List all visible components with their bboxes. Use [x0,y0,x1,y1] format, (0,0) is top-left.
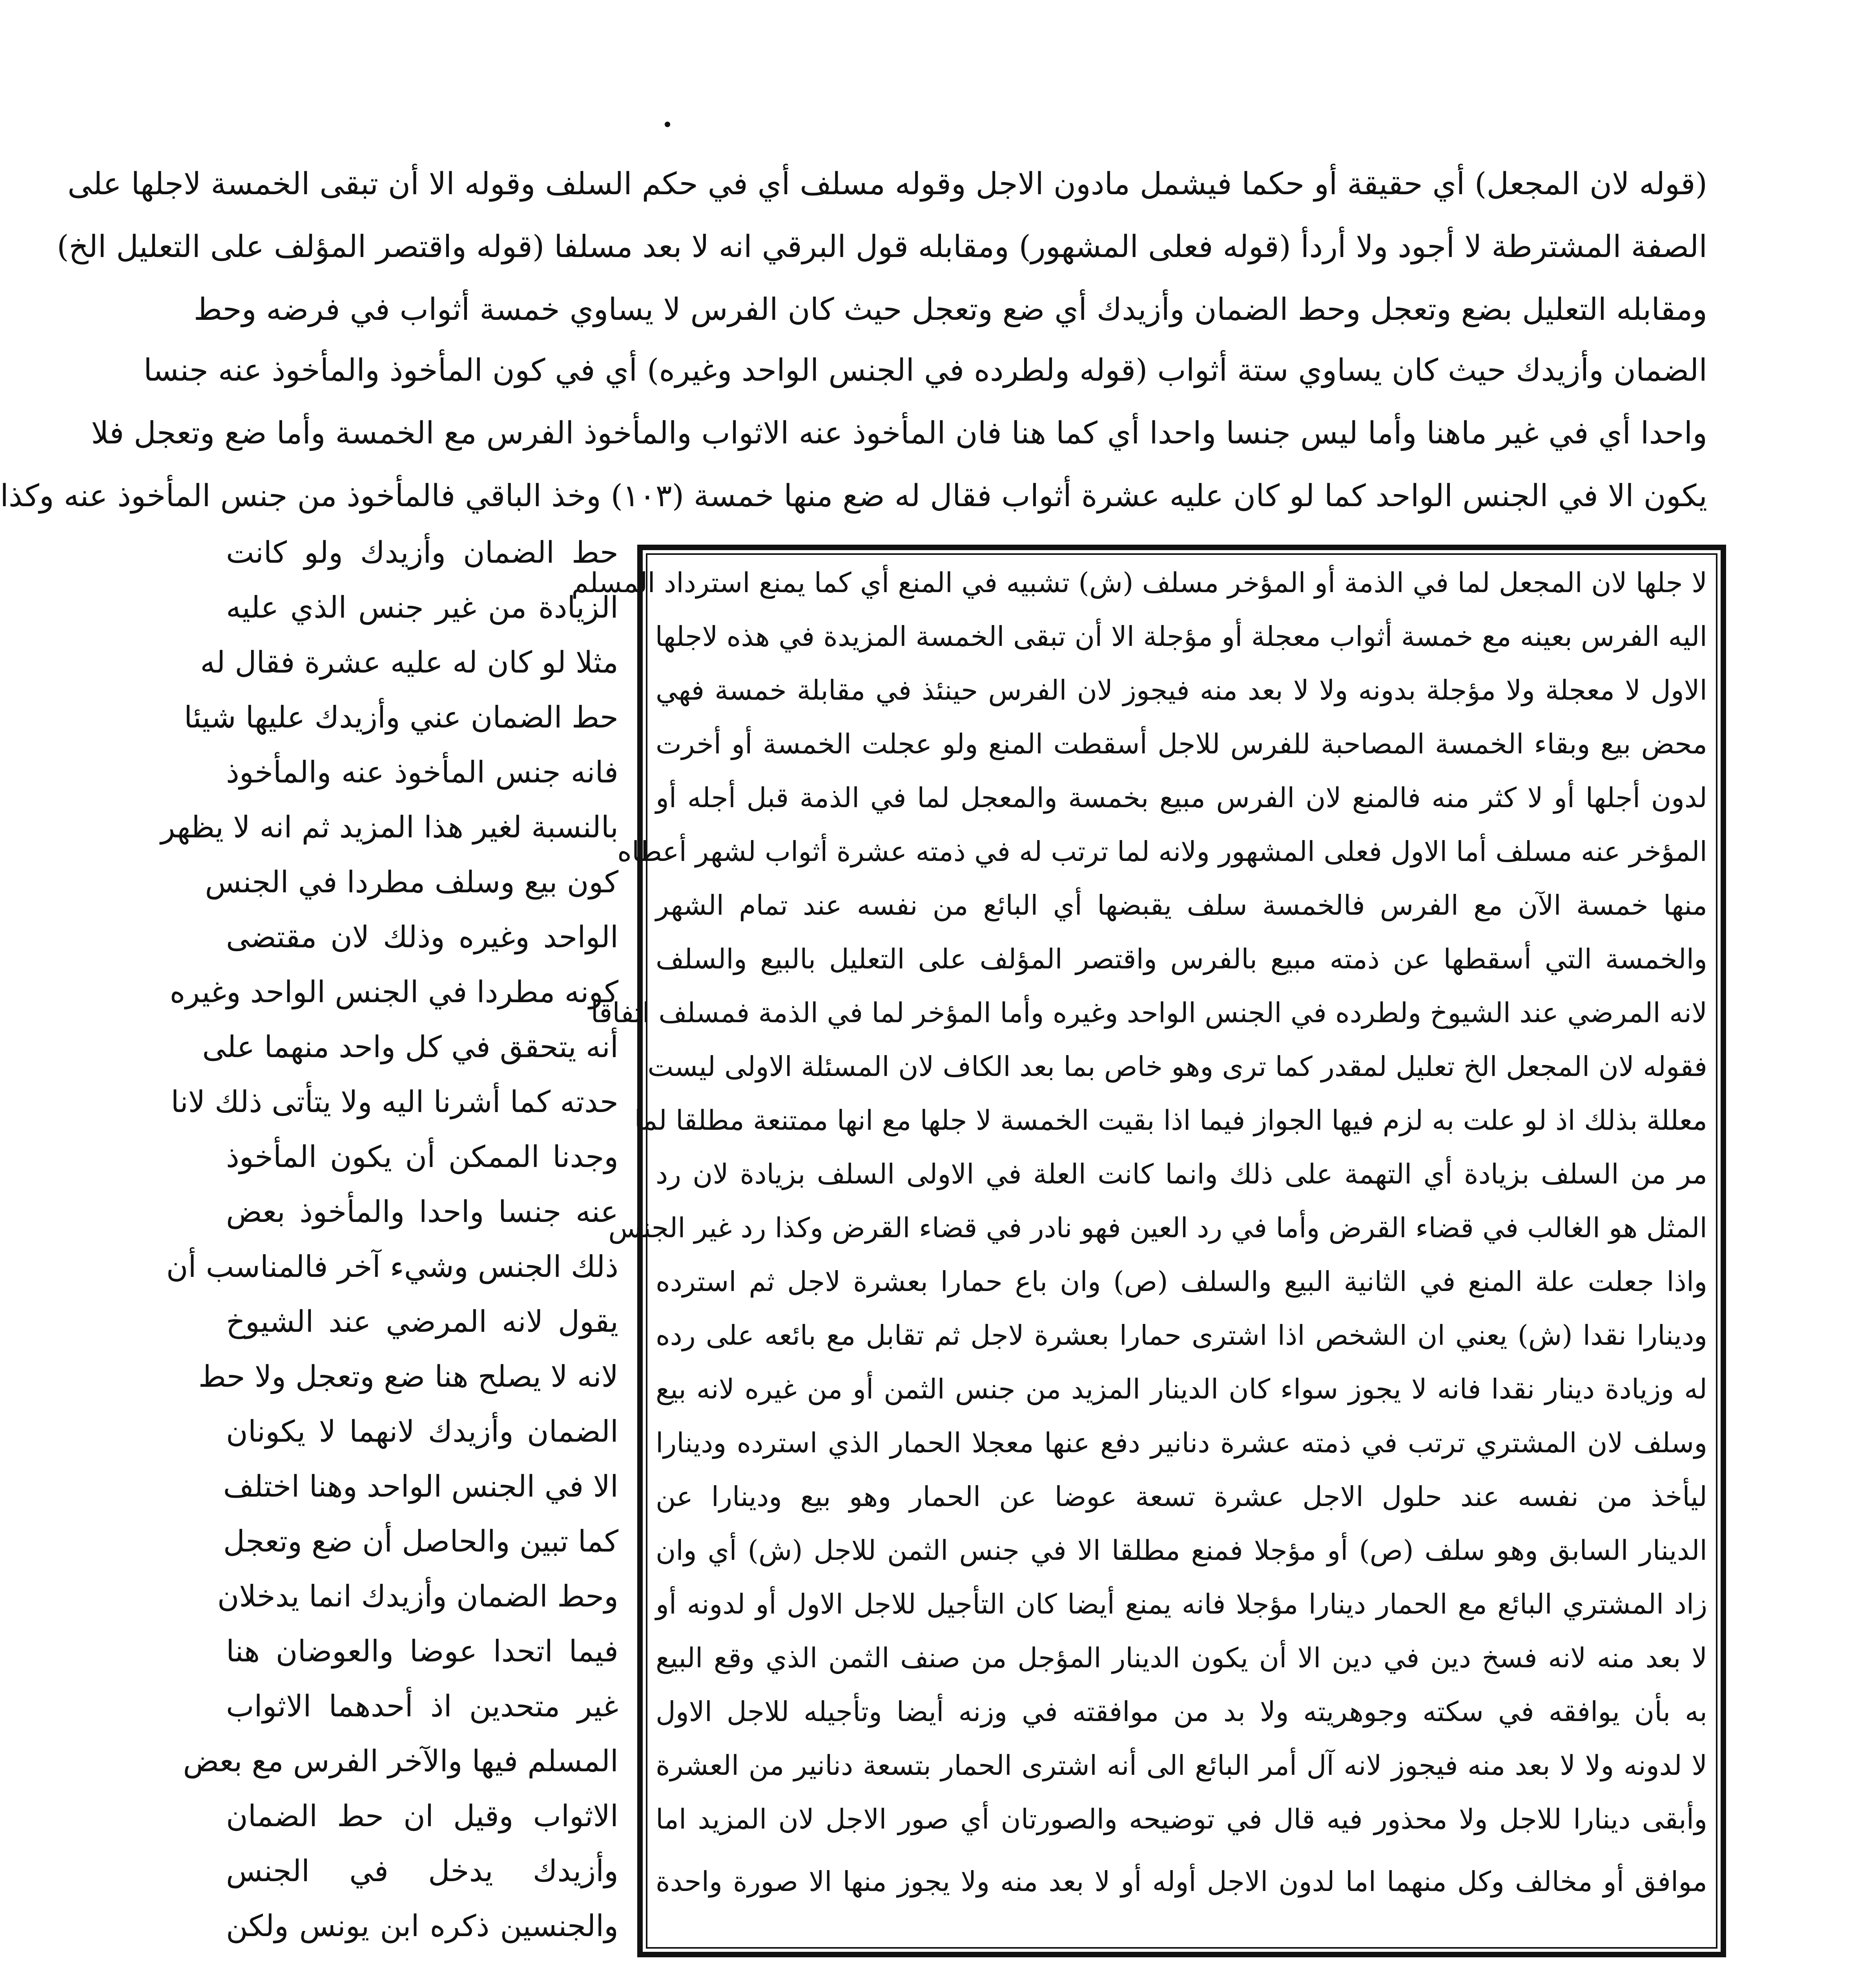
top-line: الضمان وأزيدك حيث كان يساوي ستة أثواب (قوله ولطرده في الجنس الواحد وغيره) أي في كون المأخوذ والمأخوذ عنه جنسا [143,353,1707,388]
side-line: والجنسين ذكره ابن يونس ولكن [226,1908,618,1943]
ink-dot-top [665,122,670,127]
side-line: يقول لانه المرضي عند الشيوخ [226,1304,618,1339]
main-line: موافق أو مخالف وكل منهما اما لدون الاجل أوله أو لا بعد منه ولا يجوز منها الا صورة واحدة [656,1865,1707,1898]
main-line: معللة بذلك اذ لو علت به لزم فيها الجواز فيما اذا بقيت الخمسة لا جلها مع انها ممتنعة مطلقا لما [634,1104,1707,1136]
main-line: لا لدونه ولا لا بعد منه فيجوز لانه آل أمر البائع الى أنه اشترى الحمار بتسعة دنانير من العشرة [656,1749,1707,1781]
side-line: الواحد وغيره وذلك لان مقتضى [226,919,618,954]
main-text-inner-frame [571,553,1717,1949]
main-line: الاول لا معجلة ولا مؤجلة بدونه ولا لا بعد منه فيجوز لان الفرس حينئذ في مقابلة خمسة فهي [656,674,1707,706]
side-line: عنه جنسا واحدا والمأخوذ بعض [226,1194,618,1229]
top-line: ومقابله التعليل بضع وتعجل وحط الضمان وأزيدك أي ضع وتعجل حيث كان الفرس لا يساوي خمسة أثواب في فرضه وحط [193,292,1707,327]
side-line: المسلم فيها والآخر الفرس مع بعض [183,1743,618,1778]
top-line: (قوله لان المجعل) أي حقيقة أو حكما فيشمل مادون الاجل وقوله مسلف أي في حكم السلف وقوله الا أن تبقى الخمسة لاجلها على [67,166,1707,202]
main-line: لدون أجلها أو لا كثر منه فالمنع لان الفرس مبيع بخمسة والمعجل لما في الذمة قبل أجله أو [656,782,1707,814]
side-line: وأزيدك يدخل في الجنس [226,1853,618,1888]
side-line: الاثواب وقيل ان حط الضمان [226,1798,618,1833]
side-line: حدته كما أشرنا اليه ولا يتأتى ذلك لانا [171,1084,618,1119]
main-line: لانه المرضي عند الشيوخ ولطرده في الجنس الواحد وغيره وأما المؤخر لما في الذمة فمسلف اتفاقا [591,997,1707,1029]
main-line: المثل هو الغالب في قضاء القرض وأما في رد العين فهو نادر في قضاء القرض وكذا رد غير الجنس [608,1212,1707,1244]
side-line: مثلا لو كان له عليه عشرة فقال له [200,645,618,680]
side-line: فانه جنس المأخوذ عنه والمأخوذ [226,755,618,790]
side-line: بالنسبة لغير هذا المزيد ثم انه لا يظهر [160,810,618,844]
top-line: يكون الا في الجنس الواحد كما لو كان عليه عشرة أثواب فقال له ضع منها خمسة (١٠٣) وخذ الباقي فالمأخوذ من جنس المأخوذ عنه وكذا [0,478,1707,514]
side-line: فيما اتحدا عوضا والعوضان هنا [226,1634,618,1668]
side-line: الا في الجنس الواحد وهنا اختلف [223,1469,618,1504]
main-line: له وزيادة دينار نقدا فانه لا يجوز سواء كان الدينار المزيد من جنس الثمن أو من غيره لانه بيع [656,1373,1707,1405]
main-line: فقوله لان المجعل الخ تعليل لمقدر كما ترى وهو خاص بما بعد الكاف لان المسئلة الاولى ليست [647,1050,1707,1083]
main-line: لا بعد منه لانه فسخ دين في دين الا أن يكون الدينار المؤجل من صنف الثمن الذي وقع البيع [656,1642,1707,1674]
side-line: وحط الضمان وأزيدك انما يدخلان [217,1579,618,1614]
side-line: وجدنا الممكن أن يكون المأخوذ [226,1139,618,1174]
side-line: غير متحدين اذ أحدهما الاثواب [226,1688,618,1723]
side-line: كون بيع وسلف مطردا في الجنس [205,864,618,899]
main-line: زاد المشتري البائع مع الحمار دينارا مؤجلا فانه يمنع أيضا كان التأجيل للاجل الاول أو لدونه أو [656,1588,1707,1620]
main-line: المؤخر عنه مسلف أما الاول فعلى المشهور ولانه لما ترتب له في ذمته عشرة أثواب لشهر أعطاه [617,835,1707,868]
side-line: حط الضمان وأزيدك ولو كانت [226,535,618,570]
main-line: محض بيع وبقاء الخمسة المصاحبة للفرس للاجل أسقطت المنع ولو عجلت الخمسة أو أخرت [656,728,1707,760]
main-line: به بأن يوافقه في سكته وجوهريته ولا بد من موافقته في وزنه أيضا وتأجيله للاجل الاول [656,1696,1707,1728]
side-line: لانه لا يصلح هنا ضع وتعجل ولا حط [198,1359,618,1394]
side-line: ذلك الجنس وشيء آخر فالمناسب أن [166,1249,618,1284]
main-line: واذا جعلت علة المنع في الثانية البيع والسلف (ص) وان باع حمارا بعشرة لاجل ثم استرده [656,1265,1707,1298]
top-line: الصفة المشترطة لا أجود ولا أردأ (قوله فعلى المشهور) ومقابله قول البرقي انه لا بعد مسلفا (قوله واقتصر المؤلف على التعليل الخ) [57,229,1707,264]
top-line: واحدا أي في غير ماهنا وأما ليس جنسا واحدا أي كما هنا فان المأخوذ عنه الاثواب والمأخوذ الفرس مع الخمسة وأما ضع وتعجل فلا [91,416,1707,451]
main-line: الدينار السابق وهو سلف (ص) أو مؤجلا فمنع مطلقا الا في جنس الثمن للاجل (ش) أي وان [656,1534,1707,1566]
side-line: كما تبين والحاصل أن ضع وتعجل [223,1524,618,1559]
side-line: كونه مطردا في الجنس الواحد وغيره [170,974,618,1009]
main-line: مر من السلف بزيادة أي التهمة على ذلك وانما كانت العلة في الاولى السلف بزيادة لان رد [656,1158,1707,1190]
main-line: والخمسة التي أسقطها عن ذمته مبيع بالفرس واقتصر المؤلف على التعليل بالبيع والسلف [656,943,1707,975]
side-line: أنه يتحقق في كل واحد منهما على [202,1029,618,1064]
main-line: ليأخذ من نفسه عند حلول الاجل عشرة تسعة عوضا عن الحمار وهو بيع ودينارا عن [656,1481,1707,1513]
main-line: وأبقى دينارا للاجل ولا محذور فيه قال في توضيحه والصورتان أي صور الاجل لان المزيد اما [656,1803,1707,1835]
side-line: الضمان وأزيدك لانهما لا يكونان [226,1414,618,1449]
main-line: لا جلها لان المجعل لما في الذمة أو المؤخر مسلف (ش) تشبيه في المنع أي كما يمنع استرداد المسلم [571,567,1707,599]
side-line: الزيادة من غير جنس الذي عليه [226,590,618,625]
main-line: وسلف لان المشتري ترتب في ذمته عشرة دنانير دفع عنها معجلا الحمار الذي استرده ودينارا [656,1427,1707,1459]
main-line: ودينارا نقدا (ش) يعني ان الشخص اذا اشترى حمارا بعشرة لاجل ثم تقابل مع بائعه على رده [656,1319,1707,1351]
main-line: اليه الفرس بعينه مع خمسة أثواب معجلة أو مؤجلة الا أن تبقى الخمسة المزيدة في هذه لاجلها [655,620,1707,653]
side-line: حط الضمان عني وأزيدك عليها شيئا [184,700,618,735]
main-line: منها خمسة الآن مع الفرس فالخمسة سلف يقبضها أي البائع من نفسه عند تمام الشهر [656,889,1707,921]
